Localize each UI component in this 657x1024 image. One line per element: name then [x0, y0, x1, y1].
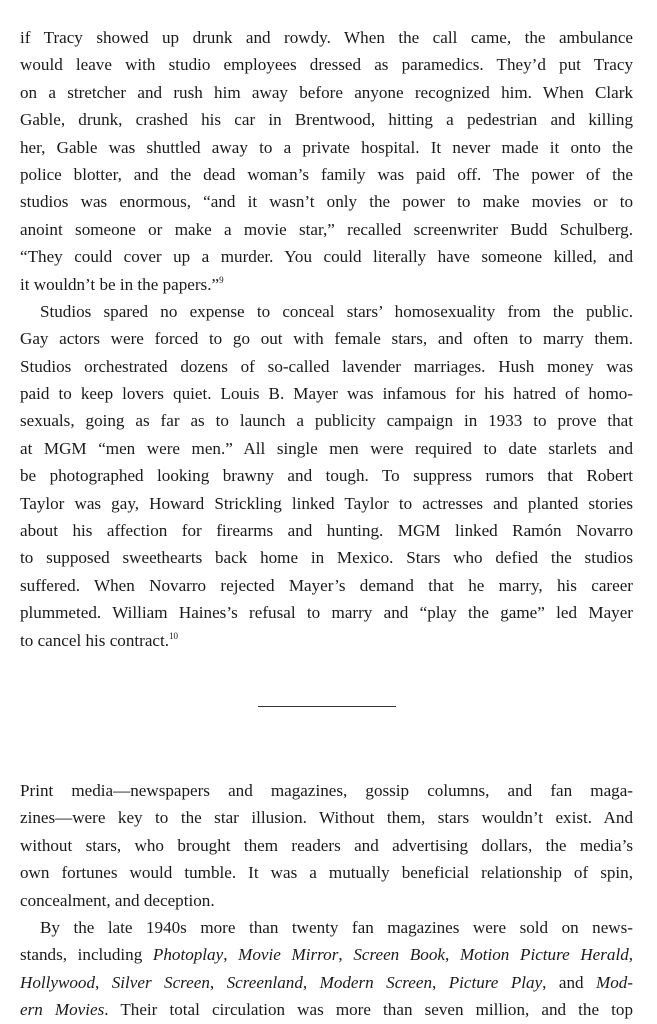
magazine-title: Screen Book	[353, 945, 445, 965]
magazine-title: Picture Play	[448, 972, 543, 992]
text-line-last	[20, 271, 633, 298]
text-fragment: it wouldn’t be in the papers.”	[20, 274, 220, 294]
paragraph-print-media	[20, 777, 633, 914]
paragraph-tracy-gable	[20, 24, 633, 298]
magazine-title: ern Movies	[20, 1000, 105, 1020]
magazine-title: Screenland	[226, 972, 303, 992]
book-page	[20, 24, 633, 1024]
text-line: Taylor was gay, Howard Strickling linked Taylor to actresses and planted stories	[20, 493, 633, 513]
text-line: Studios orchestrated dozens of so-called lavender marriages. Hush money was	[20, 356, 633, 376]
text-line	[20, 996, 633, 1023]
paragraph-homosexuality	[20, 298, 633, 654]
text-line: stands, including Photoplay, Movie Mirror, Screen Book, Motion Picture Herald,	[20, 945, 634, 965]
text-line: Hollywood, Silver Screen, Screenland, Modern Screen, Picture Play, and Mod-	[20, 972, 633, 992]
footnote-marker[interactable]: 10	[169, 630, 179, 641]
section-space	[20, 707, 633, 777]
text-line: By the late 1940s more than twenty fan magazines were sold on news-	[40, 917, 633, 937]
text-line: on a stretcher and rush him away before anyone recognized him. When Clark	[20, 82, 633, 102]
text-line: studios was enormous, “and it wasn’t only the power to make movies or to	[20, 192, 633, 212]
text-line: suffered. When Novarro rejected Mayer’s demand that he marry, his career	[20, 575, 633, 595]
text-fragment: . Their total circulation was more than seven million, and the top	[104, 1000, 634, 1020]
text-line-last: concealment, and deception.	[20, 890, 215, 910]
text-line: without stars, who brought them readers and advertising dollars, the media’s	[20, 835, 633, 855]
paragraph-fan-magazines	[20, 914, 633, 1024]
text-line: police blotter, and the dead woman’s family was paid off. The power of the	[20, 164, 633, 184]
text-line: sexuals, going as far as to launch a publicity campaign in 1933 to prove that	[20, 411, 633, 431]
text-line: at MGM “men were men.” All single men were required to date starlets and	[20, 438, 633, 458]
text-line: her, Gable was shuttled away to a private hospital. It never made it onto the	[20, 137, 633, 157]
text-line: to supposed sweethearts back home in Mexico. Stars who defied the studios	[20, 548, 633, 568]
text-line: Gay actors were forced to go out with female stars, and often to marry them.	[20, 329, 633, 349]
text-line: if Tracy showed up drunk and rowdy. When the call came, the ambulance	[20, 28, 633, 47]
text-line: be photographed looking brawny and tough. To suppress rumors that Robert	[20, 466, 633, 486]
magazine-title: Silver Screen	[111, 972, 210, 992]
magazine-title: Mod-	[595, 972, 633, 992]
text-line: Print media—newspapers and magazines, gossip columns, and fan maga-	[20, 780, 633, 800]
text-line: Gable, drunk, crashed his car in Brentwood, hitting a pedestrian and killing	[20, 110, 633, 130]
section-space	[20, 654, 633, 679]
text-line: plummeted. William Haines’s refusal to marry and “play the game” led Mayer	[20, 603, 633, 623]
footnote-marker[interactable]: 9	[219, 274, 224, 285]
text-line-last	[20, 627, 633, 654]
magazine-title: Movie Mirror	[238, 945, 339, 965]
text-fragment: stands, including	[20, 945, 153, 965]
text-line: zines—were key to the star illusion. Without them, stars wouldn’t exist. And	[20, 808, 633, 828]
text-line: would leave with studio employees dressed as paramedics. They’d put Tracy	[20, 55, 633, 75]
text-line: “They could cover up a murder. You could literally have someone killed, and	[20, 247, 633, 267]
text-line: about his affection for firearms and hunting. MGM linked Ramón Novarro	[20, 521, 633, 541]
text-line: anoint someone or make a movie star,” recalled screenwriter Budd Schulberg.	[20, 219, 633, 239]
text-line: Studios spared no expense to conceal stars’ homosexuality from the public.	[40, 301, 633, 321]
text-fragment: to cancel his contract.	[20, 630, 170, 650]
text-line: paid to keep lovers quiet. Louis B. Mayer was infamous for his hatred of homo-	[20, 384, 633, 404]
magazine-title: Photoplay	[152, 945, 224, 965]
magazine-title: Motion Picture Herald	[459, 945, 629, 965]
magazine-title: Modern Screen	[319, 972, 433, 992]
text-line: own fortunes would tumble. It was a mutually beneficial relationship of spin,	[20, 863, 633, 883]
magazine-title: Hollywood	[20, 972, 96, 992]
